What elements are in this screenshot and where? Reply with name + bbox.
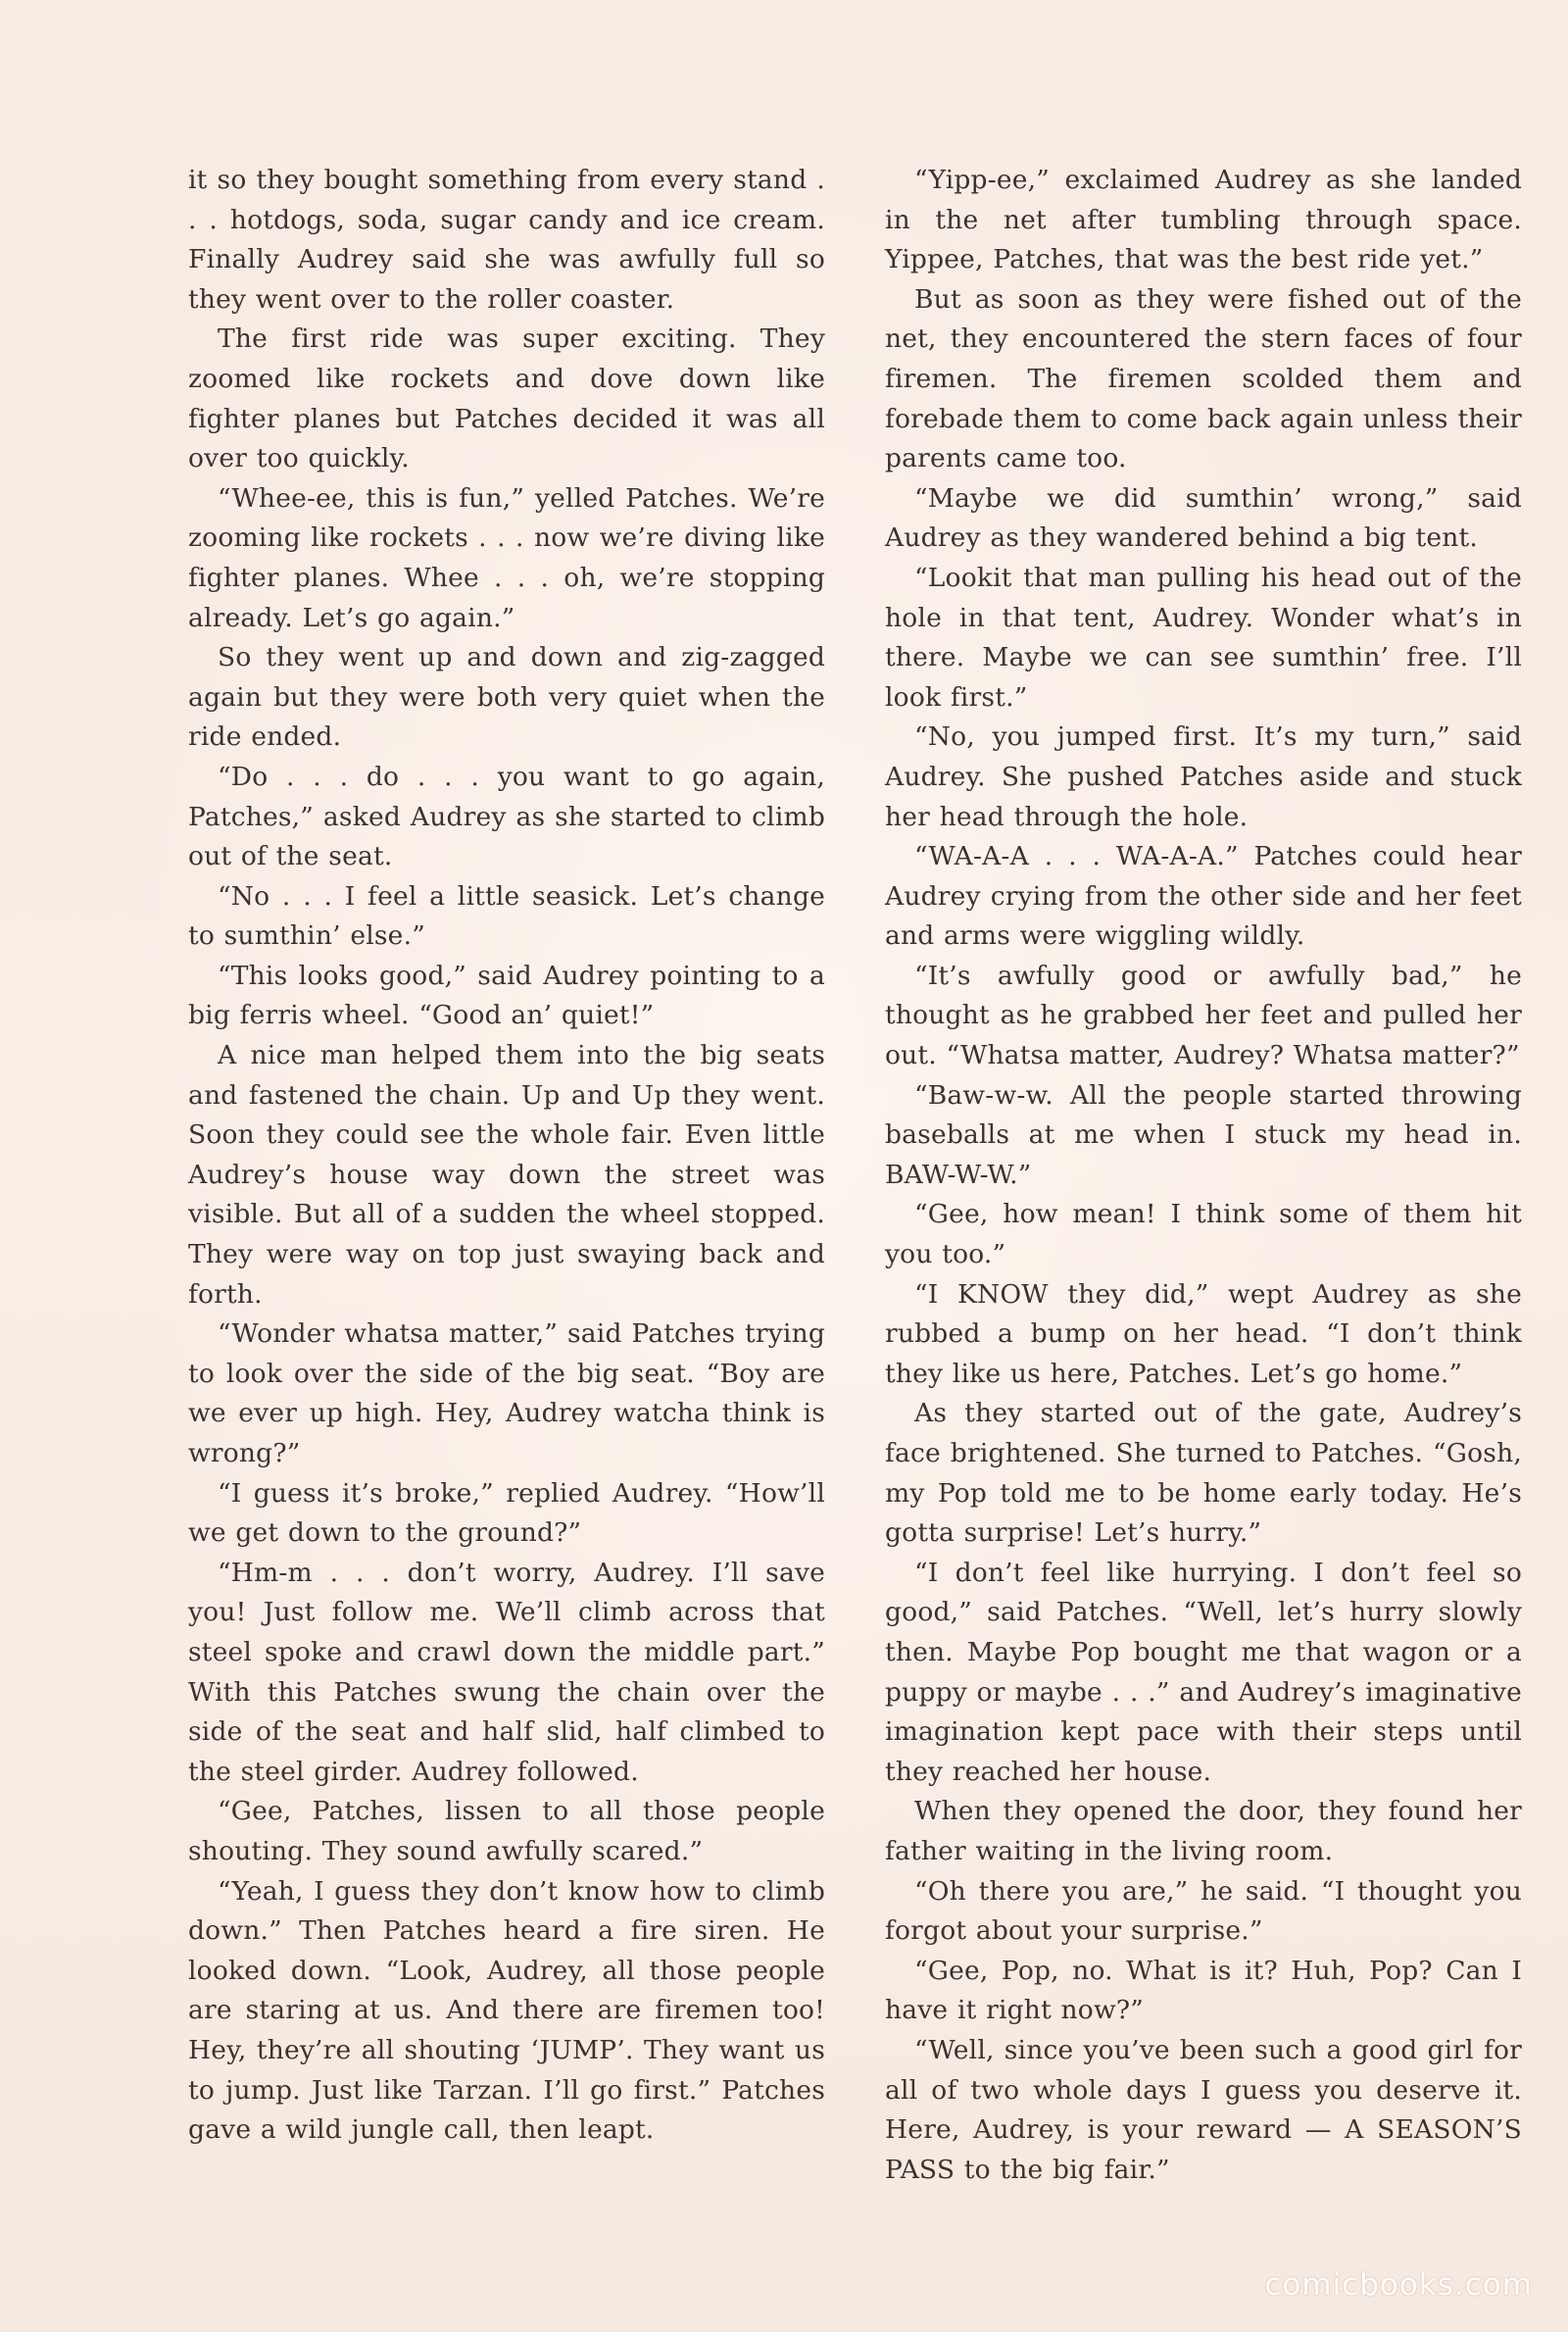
- paragraph: “Gee, Pop, no. What is it? Huh, Pop? Can I have it right now?”: [885, 1955, 1522, 2026]
- paragraph: “Oh there you are,” he said. “I thought you forgot about your surprise.”: [885, 1875, 1522, 1947]
- paragraph: “Hm-m . . . don’t worry, Audrey. I’ll save you! Just follow me. We’ll climb across that steel spoke and crawl down the middle part.” With this Patches swung the chain over the side of the seat and half slid, half climbed to the steel girder. Audrey followed.: [188, 1557, 825, 1787]
- paragraph: “I guess it’s broke,” replied Audrey. “How’ll we get down to the ground?”: [188, 1477, 825, 1549]
- paragraph: As they started out of the gate, Audrey’s face brightened. She turned to Patches. “Gosh, my Pop told me to be home early today. He’s gotta surprise! Let’s hurry.”: [885, 1398, 1522, 1549]
- paragraph: “Yeah, I guess they don’t know how to climb down.” Then Patches heard a fire siren. He looked down. “Look, Audrey, all those people are staring at us. And there are firemen too! Hey, they’re all shouting ‘JUMP’. They want us to jump. Just like Tarzan. I’ll go first.” Patches gave a wild jungle call, then leapt.: [188, 1875, 825, 2146]
- paragraph: A nice man helped them into the big seats and fastened the chain. Up and Up they went. Soon they could see the whole fair. Even little Audrey’s house way down the street was visible. But all of a sudden the wheel stopped. They were way on top just swaying back and forth.: [188, 1040, 825, 1310]
- paragraph: “Yipp-ee,” exclaimed Audrey as she landed in the net after tumbling through space. Yippee, Patches, that was the best ride yet.”: [885, 165, 1522, 275]
- paragraph: “I KNOW they did,” wept Audrey as she rubbed a bump on her head. “I don’t think they like us here, Patches. Let’s go home.”: [885, 1278, 1522, 1389]
- paragraph: But as soon as they were fished out of the net, they encountered the stern faces of four firemen. The firemen scolded them and forebade them to come back again unless their parents came too.: [885, 283, 1522, 474]
- paragraph: “Whee-ee, this is fun,” yelled Patches. We’re zooming like rockets . . . now we’re diving like fighter planes. Whee . . . oh, we’re stopping already. Let’s go again.”: [188, 482, 825, 633]
- paragraph: it so they bought something from every stand . . . hotdogs, soda, sugar candy and ice cream. Finally Audrey said she was awfully full so they went over to the roller coaster.: [188, 165, 825, 315]
- paragraph: “WA-A-A . . . WA-A-A.” Patches could hear Audrey crying from the other side and her feet and arms were wiggling wildly.: [885, 841, 1522, 952]
- paragraph: “Lookit that man pulling his head out of the hole in that tent, Audrey. Wonder what’s in there. Maybe we can see sumthin’ free. I’ll look first.”: [885, 562, 1522, 713]
- paragraph: “Baw-w-w. All the people started throwing baseballs at me when I stuck my head in. BAW-W-W.”: [885, 1079, 1522, 1190]
- paragraph: When they opened the door, they found her father waiting in the living room.: [885, 1796, 1522, 1866]
- paragraph: “Maybe we did sumthin’ wrong,” said Audrey as they wandered behind a big tent.: [885, 482, 1522, 554]
- paragraph: “Well, since you’ve been such a good girl for all of two whole days I guess you deserve it. Here, Audrey, is your reward — A SEASON’S PASS to the big fair.”: [885, 2034, 1522, 2185]
- paragraph: “Do . . . do . . . you want to go again, Patches,” asked Audrey as she started to climb out of the seat.: [188, 761, 825, 872]
- site-watermark: comicbooks.com: [1264, 2267, 1533, 2303]
- paragraph: “Gee, how mean! I think some of them hit you too.”: [885, 1199, 1522, 1270]
- paragraph: “I don’t feel like hurrying. I don’t feel so good,” said Patches. “Well, let’s hurry slowly then. Maybe Pop bought me that wagon or a puppy or maybe . . .” and Audrey’s imaginative imagination kept pace with their steps until they reached her house.: [885, 1557, 1522, 1787]
- right-text-column: [885, 161, 1522, 2190]
- paragraph: “Wonder whatsa matter,” said Patches trying to look over the side of the big seat. “Boy are we ever up high. Hey, Audrey watcha think is wrong?”: [188, 1318, 825, 1468]
- paragraph: “Gee, Patches, lissen to all those people shouting. They sound awfully scared.”: [188, 1796, 825, 1866]
- paragraph: “This looks good,” said Audrey pointing to a big ferris wheel. “Good an’ quiet!”: [188, 960, 825, 1031]
- paragraph: The first ride was super exciting. They zoomed like rockets and dove down like fighter planes but Patches decided it was all over too quickly.: [188, 323, 825, 474]
- left-text-column: [188, 161, 825, 2151]
- paragraph: “No . . . I feel a little seasick. Let’s change to sumthin’ else.”: [188, 880, 825, 952]
- paragraph: So they went up and down and zig-zagged again but they were both very quiet when the ride ended.: [188, 642, 825, 753]
- paragraph: “No, you jumped first. It’s my turn,” said Audrey. She pushed Patches aside and stuck her head through the hole.: [885, 721, 1522, 832]
- paragraph: “It’s awfully good or awfully bad,” he thought as he grabbed her feet and pulled her out. “Whatsa matter, Audrey? Whatsa matter?”: [885, 960, 1522, 1071]
